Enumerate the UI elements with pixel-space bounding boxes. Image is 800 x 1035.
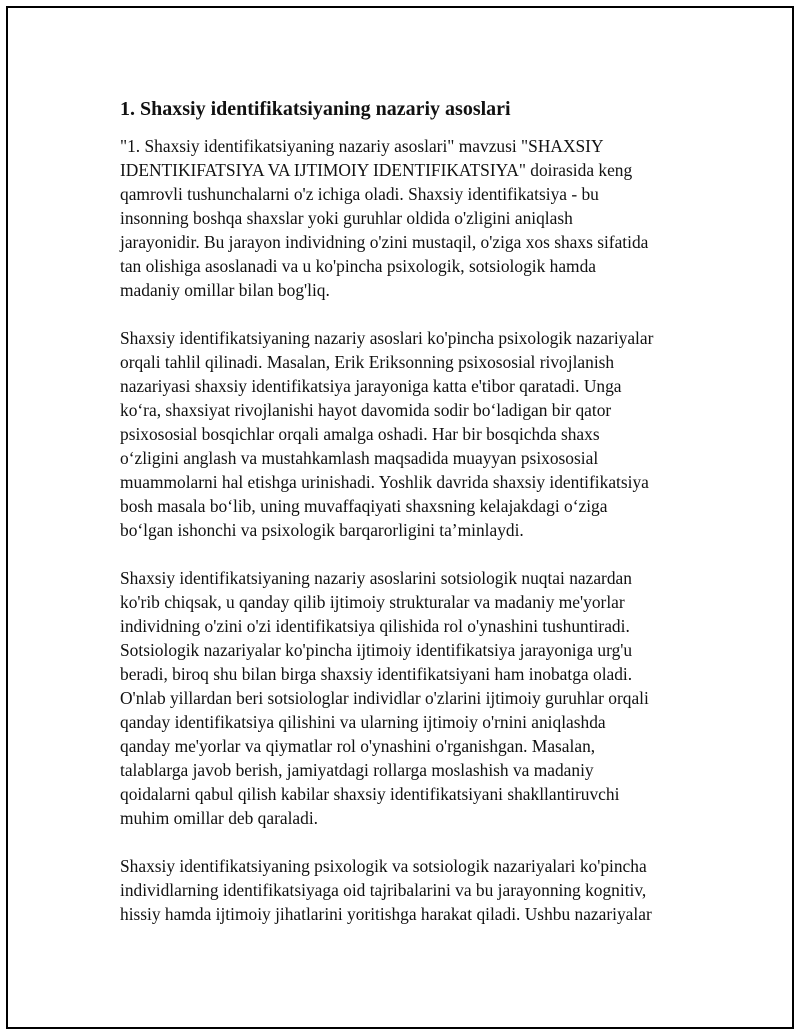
paragraph	[120, 134, 695, 302]
document-page	[6, 6, 794, 1029]
text-line: psixososial bosqichlar orqali amalga oshadi. Har bir bosqichda shaxs	[120, 424, 600, 444]
text-line: ko‘ra, shaxsiyat rivojlanishi hayot davomida sodir bo‘ladigan bir qator	[120, 400, 612, 420]
text-line: jarayonidir. Bu jarayon individning o'zini mustaqil, o'ziga xos shaxs sifatida	[120, 232, 649, 252]
text-line: bo‘lgan ishonchi va psixologik barqarorligini ta’minlaydi.	[120, 520, 524, 540]
text-line: Shaxsiy identifikatsiyaning nazariy asoslari ko'pincha psixologik nazariyalar	[120, 328, 654, 348]
paragraph-list	[120, 134, 695, 926]
text-line: O'nlab yillardan beri sotsiologlar individlar o'zlarini ijtimoiy guruhlar orqali	[120, 688, 649, 708]
text-line: Shaxsiy identifikatsiyaning psixologik va sotsiologik nazariyalari ko'pincha	[120, 856, 647, 876]
text-line: nazariyasi shaxsiy identifikatsiya jarayoniga katta e'tibor qaratadi. Unga	[120, 376, 622, 396]
paragraph	[120, 566, 695, 830]
text-line: Shaxsiy identifikatsiyaning nazariy asoslarini sotsiologik nuqtai nazardan	[120, 568, 632, 588]
text-line: tan olishiga asoslanadi va u ko'pincha psixologik, sotsiologik hamda	[120, 256, 597, 276]
text-line: qoidalarni qabul qilish kabilar shaxsiy identifikatsiyani shakllantiruvchi	[120, 784, 620, 804]
text-line: individlarning identifikatsiyaga oid tajribalarini va bu jarayonning kognitiv,	[120, 880, 647, 900]
text-line: IDENTIKIFATSIYA VA IJTIMOIY IDENTIFIKATSIYA" doirasida keng	[120, 160, 633, 180]
text-line: insonning boshqa shaxslar yoki guruhlar oldida o'zligini aniqlash	[120, 208, 573, 228]
document-body	[120, 96, 695, 950]
text-line: beradi, biroq shu bilan birga shaxsiy identifikatsiyani ham inobatga oladi.	[120, 664, 633, 684]
text-line: muammolarni hal etishga urinishadi. Yoshlik davrida shaxsiy identifikatsiya	[120, 472, 649, 492]
text-line: "1. Shaxsiy identifikatsiyaning nazariy asoslari" mavzusi "SHAXSIY	[120, 136, 604, 156]
text-line: hissiy hamda ijtimoiy jihatlarini yoritishga harakat qiladi. Ushbu nazariyalar	[120, 904, 652, 924]
text-line: muhim omillar deb qaraladi.	[120, 808, 319, 828]
section-heading: 1. Shaxsiy identifikatsiyaning nazariy asoslari	[120, 98, 511, 120]
text-line: madaniy omillar bilan bog'liq.	[120, 280, 330, 300]
text-line: ko'rib chiqsak, u qanday qilib ijtimoiy strukturalar va madaniy me'yorlar	[120, 592, 625, 612]
text-line: talablarga javob berish, jamiyatdagi rollarga moslashish va madaniy	[120, 760, 594, 780]
text-line: individning o'zini o'zi identifikatsiya qilishida rol o'ynashini tushuntiradi.	[120, 616, 630, 636]
text-line: bosh masala bo‘lib, uning muvaffaqiyati shaxsning kelajakdagi o‘ziga	[120, 496, 608, 516]
text-line: o‘zligini anglash va mustahkamlash maqsadida muayyan psixososial	[120, 448, 599, 468]
text-line: qamrovli tushunchalarni o'z ichiga oladi. Shaxsiy identifikatsiya - bu	[120, 184, 599, 204]
paragraph	[120, 326, 695, 542]
text-line: Sotsiologik nazariyalar ko'pincha ijtimoiy identifikatsiya jarayoniga urg'u	[120, 640, 633, 660]
text-line: qanday identifikatsiya qilishini va ularning ijtimoiy o'rnini aniqlashda	[120, 712, 606, 732]
paragraph	[120, 854, 695, 926]
text-line: qanday me'yorlar va qiymatlar rol o'ynashini o'rganishgan. Masalan,	[120, 736, 596, 756]
text-line: orqali tahlil qilinadi. Masalan, Erik Eriksonning psixososial rivojlanish	[120, 352, 615, 372]
